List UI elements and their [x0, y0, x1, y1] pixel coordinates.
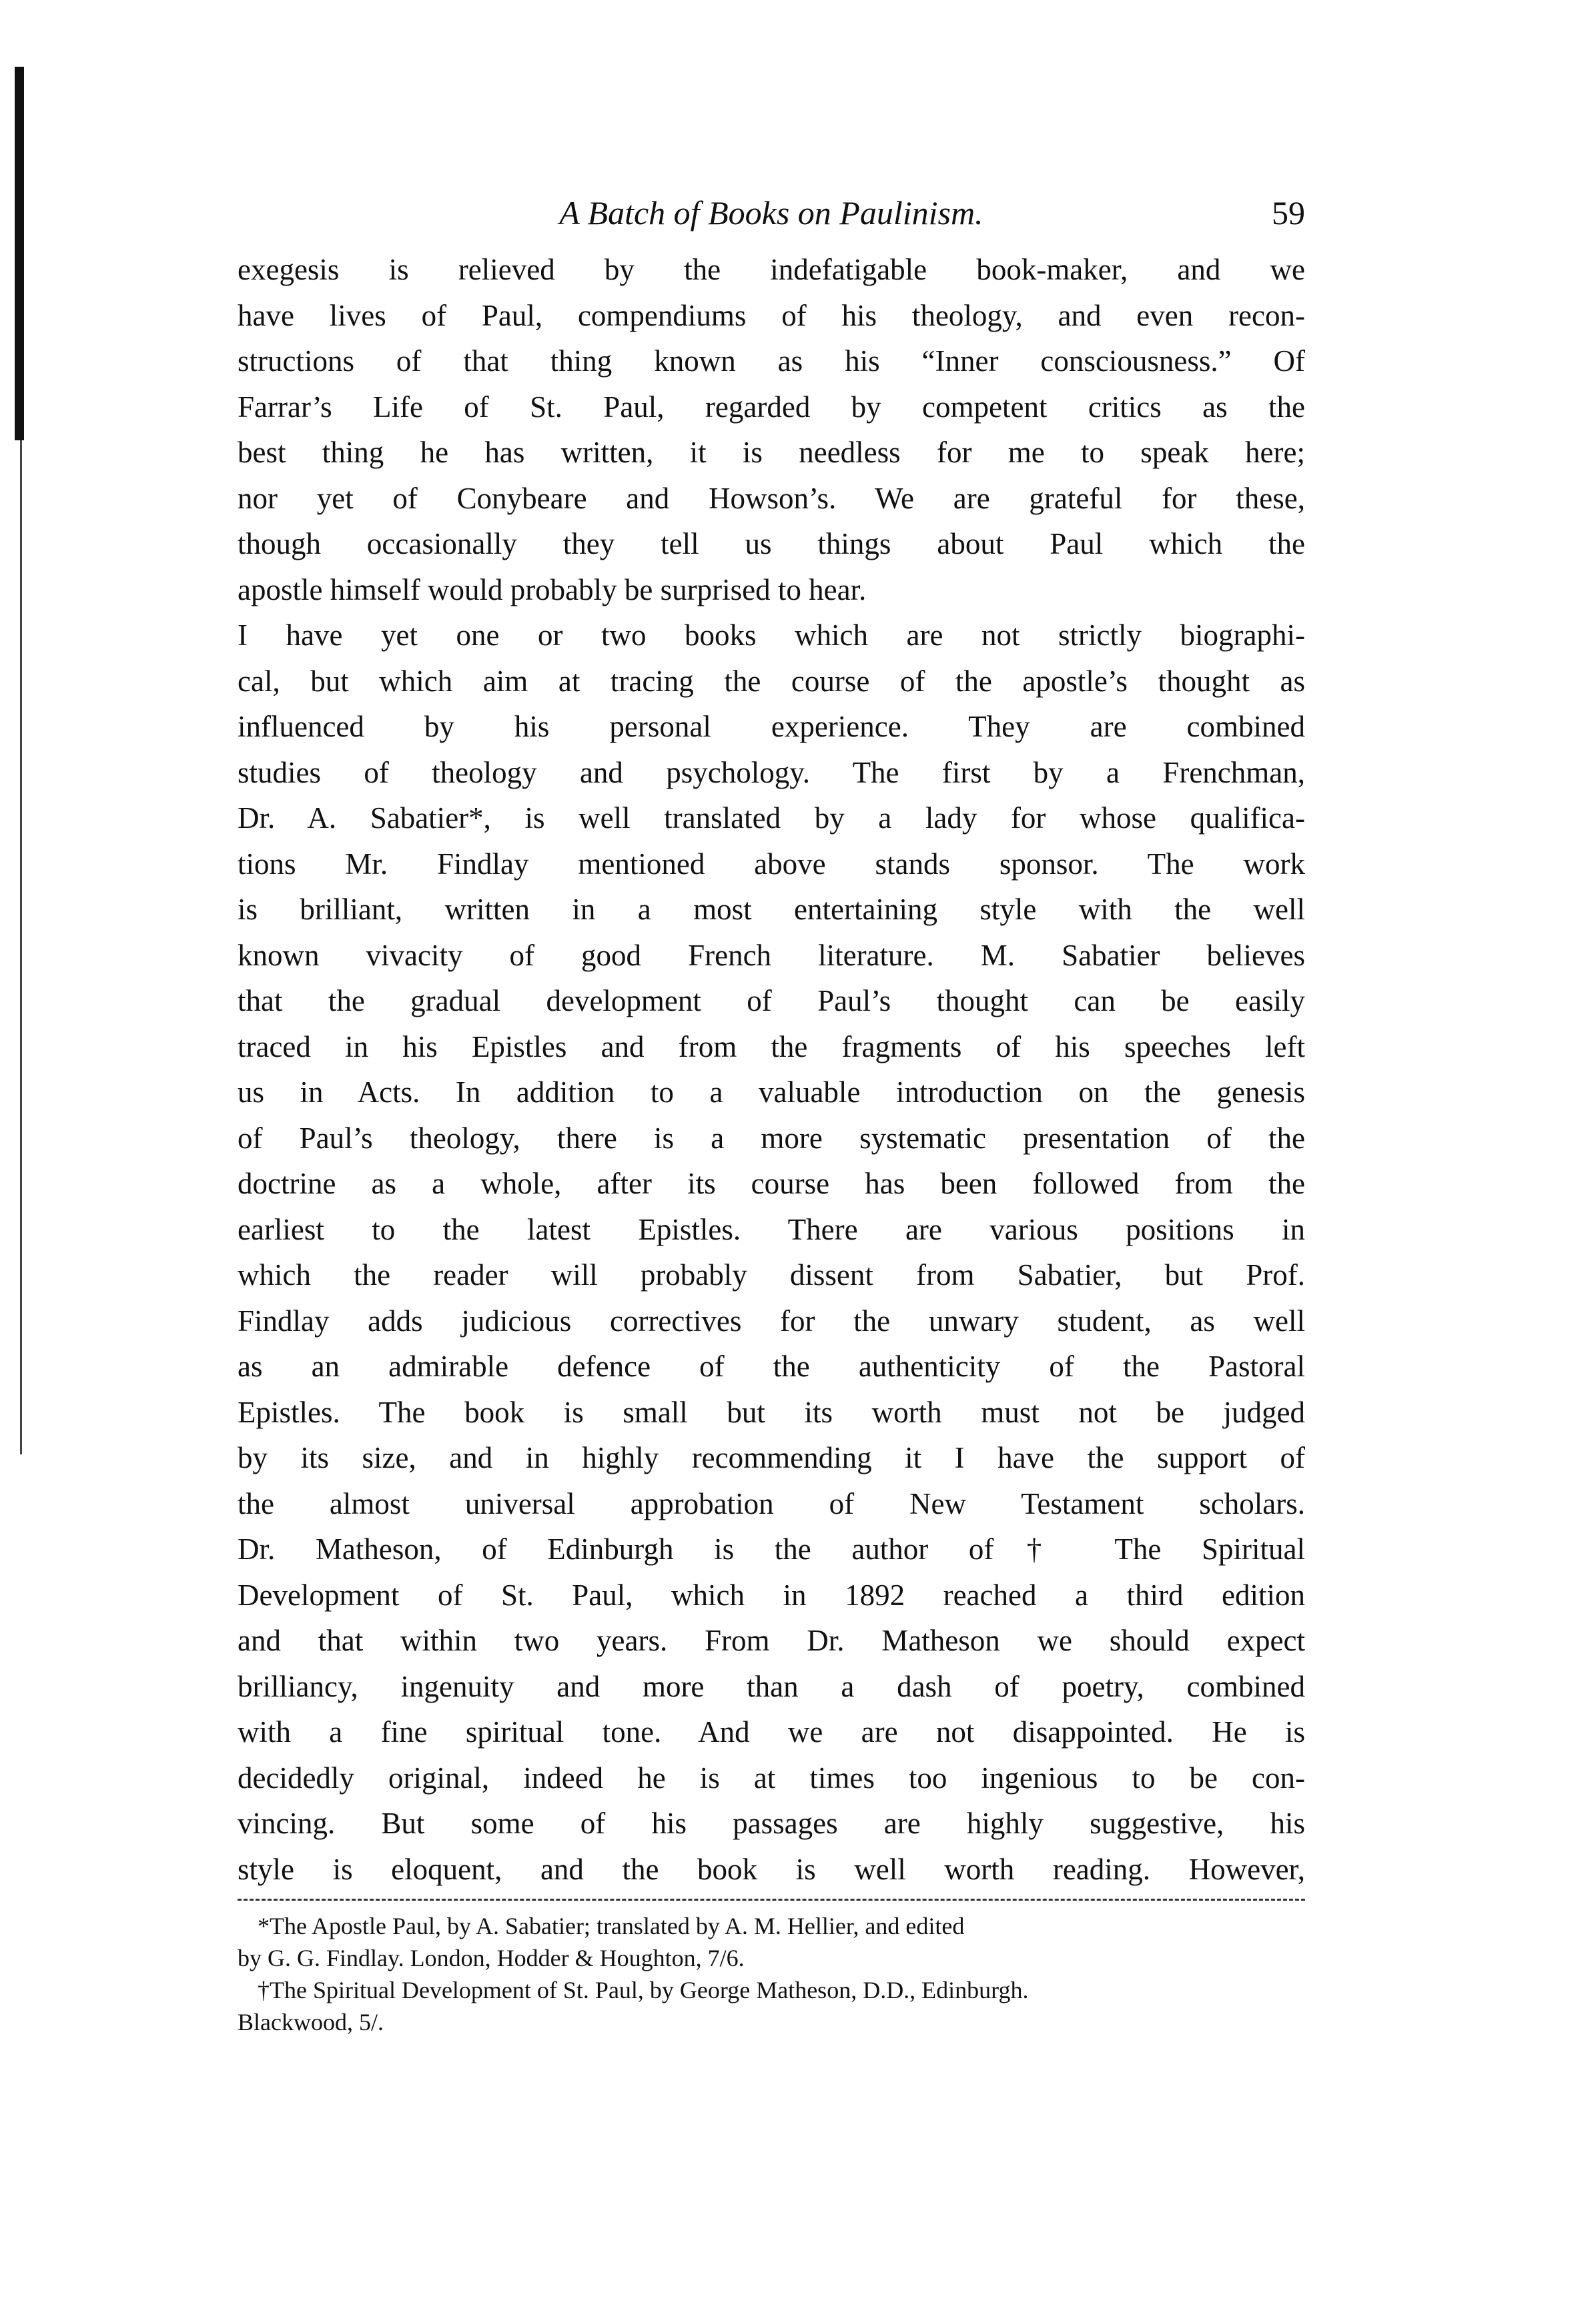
text-line: earliest to the latest Epistles. There are various positions in: [238, 1212, 1305, 1246]
text-line: as an admirable defence of the authenticity of the Pastoral: [238, 1350, 1305, 1383]
text-line: I have yet one or two books which are not strictly biographi-: [238, 618, 1305, 652]
text-line: cal, but which aim at tracing the course of the apostle’s thought as: [238, 664, 1305, 698]
text-line: Farrar’s Life of St. Paul, regarded by competent critics as the: [238, 390, 1305, 424]
footnotes: [238, 1910, 1305, 2038]
text-line: doctrine as a whole, after its course has been followed from the: [238, 1167, 1305, 1200]
footnote-line: Blackwood, 5/.: [238, 2009, 384, 2035]
text-line: and that within two years. From Dr. Matheson we should expect: [238, 1624, 1305, 1657]
text-line: style is eloquent, and the book is well worth reading. However,: [238, 1852, 1305, 1886]
text-line: us in Acts. In addition to a valuable introduction on the genesis: [238, 1075, 1305, 1109]
scan-binding-edge: [15, 67, 24, 440]
text-line: tions Mr. Findlay mentioned above stands sponsor. The work: [238, 847, 1305, 881]
text-line: decidedly original, indeed he is at times too ingenious to be con-: [238, 1761, 1305, 1795]
footnote-rule: [238, 1899, 1305, 1901]
text-line: is brilliant, written in a most entertaining style with the well: [238, 893, 1305, 926]
running-head: [238, 193, 1305, 247]
text-line: apostle himself would probably be surprised to hear.: [238, 572, 867, 606]
text-line: traced in his Epistles and from the fragments of his speeches left: [238, 1029, 1305, 1063]
scan-margin-line: [20, 440, 22, 1454]
text-line: Epistles. The book is small but its worth must not be judged: [238, 1395, 1305, 1429]
text-line: studies of theology and psychology. The first by a Frenchman,: [238, 755, 1305, 789]
text-line: known vivacity of good French literature. M. Sabatier believes: [238, 938, 1305, 972]
body-text: [238, 247, 1305, 1892]
text-line: best thing he has written, it is needless for me to speak here;: [238, 436, 1305, 469]
text-line: though occasionally they tell us things about Paul which the: [238, 527, 1305, 560]
text-line: exegesis is relieved by the indefatigable book-maker, and we: [238, 253, 1305, 286]
text-line: structions of that thing known as his “Inner consciousness.” Of: [238, 344, 1305, 378]
footnote-line: †The Spiritual Development of St. Paul, by George Matheson, D.D., Edinburgh.: [258, 1977, 1029, 2003]
text-line: Findlay adds judicious correctives for the unwary student, as well: [238, 1304, 1305, 1338]
text-line: vincing. But some of his passages are highly suggestive, his: [238, 1807, 1305, 1840]
footnote-line: *The Apostle Paul, by A. Sabatier; translated by A. M. Hellier, and edited: [258, 1913, 965, 1939]
page-number: 59: [1272, 194, 1305, 231]
running-head-title: A Batch of Books on Paulinism.: [559, 194, 983, 231]
text-line: which the reader will probably dissent from Sabatier, but Prof.: [238, 1258, 1305, 1292]
text-line: that the gradual development of Paul’s thought can be easily: [238, 984, 1305, 1017]
text-line: nor yet of Conybeare and Howson’s. We are grateful for these,: [238, 481, 1305, 515]
text-line: brilliancy, ingenuity and more than a dash of poetry, combined: [238, 1669, 1305, 1703]
footnote-line: by G. G. Findlay. London, Hodder & Houghton, 7/6.: [238, 1945, 745, 1971]
text-line: with a fine spiritual tone. And we are not disappointed. He is: [238, 1715, 1305, 1749]
text-line: influenced by his personal experience. They are combined: [238, 710, 1305, 743]
text-line: the almost universal approbation of New Testament scholars.: [238, 1486, 1305, 1520]
text-line: have lives of Paul, compendiums of his theology, and even recon-: [238, 298, 1305, 332]
text-line: Dr. Matheson, of Edinburgh is the author of† The Spiritual: [238, 1532, 1305, 1566]
text-line: by its size, and in highly recommending it I have the support of: [238, 1441, 1305, 1474]
book-page: [238, 193, 1305, 2038]
text-line: Dr. A. Sabatier*, is well translated by a lady for whose qualifica-: [238, 801, 1305, 835]
text-line: Development of St. Paul, which in 1892 reached a third edition: [238, 1578, 1305, 1612]
text-line: of Paul’s theology, there is a more systematic presentation of the: [238, 1121, 1305, 1155]
